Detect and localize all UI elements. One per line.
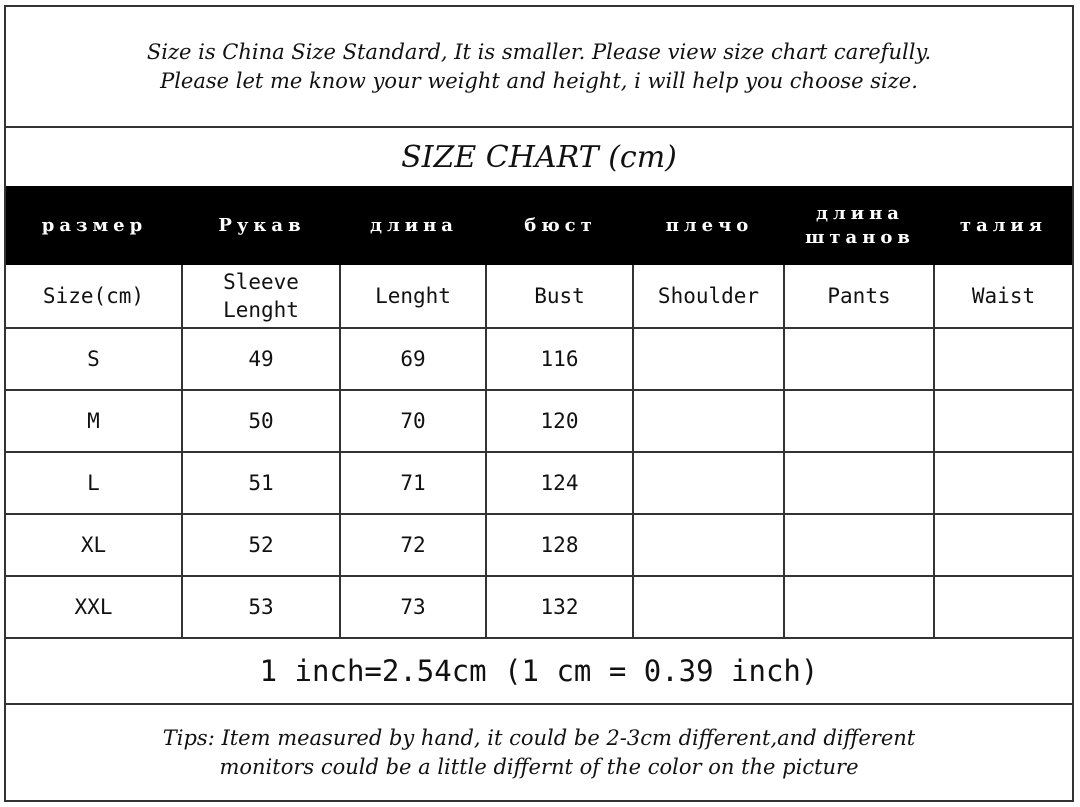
english-header-row <box>6 265 1072 329</box>
chart-title: SIZE CHART (cm) <box>401 139 677 175</box>
cell-shoulder <box>634 391 785 451</box>
header-ru-length: длина <box>370 214 458 236</box>
table-row <box>6 329 1072 391</box>
cell-waist <box>935 577 1072 637</box>
header-ru-sleeve: Рукав <box>218 214 306 236</box>
header-ru-size: размер <box>41 214 148 236</box>
cell-pants <box>785 329 935 389</box>
cell-size: S <box>6 329 183 389</box>
size-chart-frame <box>4 5 1074 802</box>
cell-waist <box>935 515 1072 575</box>
notice-line-2: Please let me know your weight and height, i will help you choose size. <box>160 68 918 93</box>
cell-waist <box>935 453 1072 513</box>
header-en-waist: Waist <box>971 284 1036 308</box>
cell-pants <box>785 453 935 513</box>
cell-sleeve: 50 <box>183 391 341 451</box>
size-notice <box>6 7 1072 128</box>
cell-bust: 124 <box>487 453 634 513</box>
cell-shoulder <box>634 453 785 513</box>
cell-bust: 116 <box>487 329 634 389</box>
cell-bust: 120 <box>487 391 634 451</box>
cell-pants <box>785 577 935 637</box>
cell-sleeve: 49 <box>183 329 341 389</box>
cell-waist <box>935 329 1072 389</box>
tips-line-1: Tips: Item measured by hand, it could be 2-3cm different,and different <box>162 725 916 750</box>
measurement-tips <box>6 705 1072 800</box>
cell-pants <box>785 515 935 575</box>
table-row <box>6 453 1072 515</box>
cell-waist <box>935 391 1072 451</box>
header-en-bust: Bust <box>487 265 634 327</box>
cell-length: 73 <box>341 577 487 637</box>
cell-length: 69 <box>341 329 487 389</box>
cell-size: XL <box>6 515 183 575</box>
header-ru-shoulder: плечо <box>665 214 754 236</box>
cell-length: 72 <box>341 515 487 575</box>
header-ru-bust: бюст <box>524 214 597 236</box>
table-row <box>6 391 1072 453</box>
cell-size: L <box>6 453 183 513</box>
unit-conversion: 1 inch=2.54cm (1 cm = 0.39 inch) <box>6 639 1072 705</box>
cell-bust: 128 <box>487 515 634 575</box>
cell-size: XXL <box>6 577 183 637</box>
cell-length: 71 <box>341 453 487 513</box>
cell-length: 70 <box>341 391 487 451</box>
cell-shoulder <box>634 329 785 389</box>
header-en-pants: Pants <box>785 265 935 327</box>
tips-line-2: monitors could be a little differnt of the color on the picture <box>219 754 859 779</box>
header-en-shoulder: Shoulder <box>634 265 785 327</box>
header-en-sleeve: Sleeve Lenght <box>183 265 341 327</box>
russian-header-row <box>6 186 1072 265</box>
cell-pants <box>785 391 935 451</box>
notice-line-1: Size is China Size Standard, It is smaller. Please view size chart carefully. <box>146 39 932 64</box>
cell-sleeve: 53 <box>183 577 341 637</box>
cell-bust: 132 <box>487 577 634 637</box>
header-ru-waist: талия <box>959 214 1048 236</box>
cell-shoulder <box>634 577 785 637</box>
cell-size: M <box>6 391 183 451</box>
header-ru-pants: длина штанов <box>805 202 915 248</box>
header-en-size: Size(cm) <box>6 265 183 327</box>
cell-sleeve: 52 <box>183 515 341 575</box>
cell-sleeve: 51 <box>183 453 341 513</box>
size-table <box>6 265 1072 639</box>
table-row <box>6 577 1072 639</box>
header-en-length: Lenght <box>341 265 487 327</box>
table-row <box>6 515 1072 577</box>
cell-shoulder <box>634 515 785 575</box>
